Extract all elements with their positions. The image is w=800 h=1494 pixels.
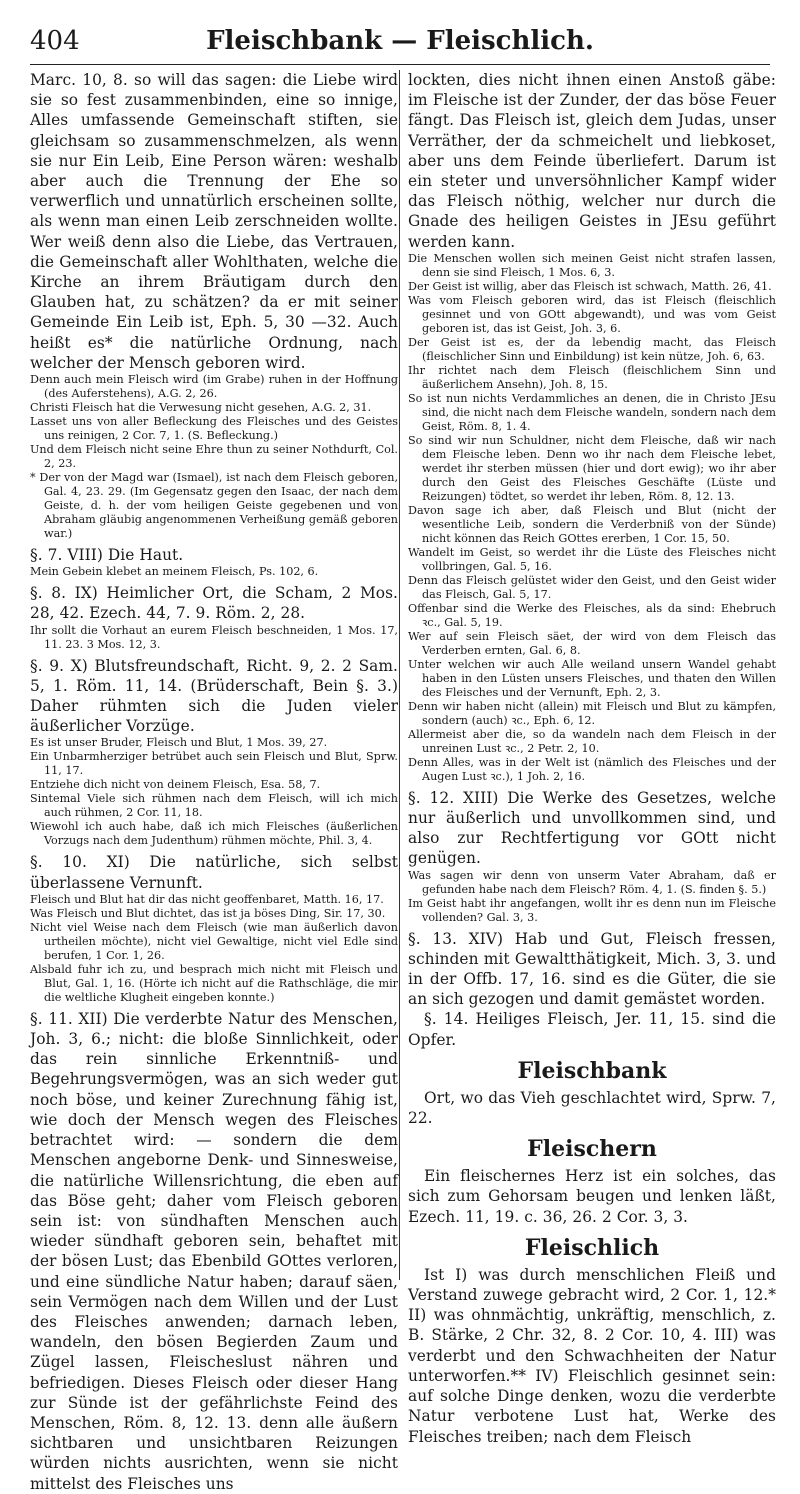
scripture-citation: Ihr sollt die Vorhaut an eurem Fleisch beschneiden, 1 Mos. 17, 11. 23. 3 Mos. 12, 3. <box>30 623 398 651</box>
entry-headword: Fleischern <box>527 1136 657 1163</box>
scripture-citation: Fleisch und Blut hat dir das nicht geoffenbaret, Matth. 16, 17. <box>30 892 384 906</box>
scripture-citation: Denn Alles, was in der Welt ist (nämlich des Fleisches und der Augen Lust ꝛc.), 1 Joh. 2, 16. <box>408 755 776 783</box>
scripture-citation: So ist nun nichts Verdammliches an denen, die in Christo JEsu sind, die nicht nach dem Fleische wandeln, sondern nach dem Geist, Röm. 8, 1. 4. <box>408 391 776 433</box>
scripture-citation: Ihr richtet nach dem Fleisch (fleischlichem Sinn und äußerlichem Ansehn), Joh. 8, 15. <box>408 363 776 391</box>
left-column <box>30 70 398 1494</box>
scripture-citation: Wer auf sein Fleisch säet, der wird von dem Fleisch das Verderben ernten, Gal. 6, 8. <box>408 629 776 657</box>
body-paragraph: Ein fleischernes Herz ist ein solches, das sich zum Gehorsam beugen und lenken läßt, Ezech. 11, 19. c. 36, 26. 2 Cor. 3, 3. <box>408 1167 776 1226</box>
scripture-citation: * Der von der Magd war (Ismael), ist nach dem Fleisch geboren, Gal. 4, 23. 29. (Im Gegensatz gegen den Isaac, der nach dem Geiste, d. h. der vom heiligen Geiste gegebenen und von Abraham gläubig angenommenen Verheißung gemäß geboren war.) <box>30 471 398 541</box>
scripture-citation: Offenbar sind die Werke des Fleisches, als da sind: Ehebruch ꝛc., Gal. 5, 19. <box>408 601 776 629</box>
page-number: 404 <box>30 26 80 56</box>
scripture-citation: Was sagen wir denn von unserm Vater Abraham, daß er gefunden habe nach dem Fleisch? Röm. 4, 1. (S. finden §. 5.) <box>408 868 776 896</box>
scripture-citation: Christi Fleisch hat die Verwesung nicht gesehen, A.G. 2, 31. <box>30 401 372 415</box>
scripture-citation: Wiewohl ich auch habe, daß ich mich Fleisches (äußerlichen Vorzugs nach dem Judenthum) rühmen möchte, Phil. 3, 4. <box>30 820 398 848</box>
entry-headword: Fleischlich <box>524 1234 660 1261</box>
scripture-citation: Was Fleisch und Blut dichtet, das ist ja böses Ding, Sir. 17, 30. <box>30 906 386 920</box>
scripture-citation: Der Geist ist es, der da lebendig macht, das Fleisch (fleischlicher Sinn und Einbildung) ist kein nütze, Joh. 6, 63. <box>408 335 776 363</box>
scripture-citation: Entziehe dich nicht von deinem Fleisch, Esa. 58, 7. <box>30 778 321 792</box>
scripture-citation: Die Menschen wollen sich meinen Geist nicht strafen lassen, denn sie sind Fleisch, 1 Mos. 6, 3. <box>408 251 776 279</box>
entry-headword: Fleischbank <box>517 1057 667 1084</box>
scripture-citation: Mein Gebein klebet an meinem Fleisch, Ps. 102, 6. <box>30 565 319 579</box>
section-paragraph: §. 8. IX) Heimlicher Ort, die Scham, 2 Mos. 28, 42. Ezech. 44, 7. 9. Röm. 2, 28. <box>30 584 398 623</box>
scripture-citation: Denn das Fleisch gelüstet wider den Geist, und den Geist wider das Fleisch, Gal. 5, 17. <box>408 573 776 601</box>
scripture-citation: Davon sage ich aber, daß Fleisch und Blut (nicht der wesentliche Leib, sondern die Verderbniß von der Sünde) nicht können das Reich GOttes ererben, 1 Cor. 15, 50. <box>408 503 776 545</box>
body-paragraph: lockten, dies nicht ihnen einen Anstoß gäbe: im Fleische ist der Zunder, der das böse Feuer fängt. Das Fleisch ist, gleich dem Judas, unser Verräther, der da schmeichelt und liebkoset, aber uns dem Feinde überliefert. Darum ist ein steter und unversöhnlicher Kampf wider das Fleisch nöthig, welcher nur durch die Gnade des heiligen Geistes in JEsu geführt werden kann. <box>408 71 776 251</box>
scripture-citation: Es ist unser Bruder, Fleisch und Blut, 1 Mos. 39, 27. <box>30 736 328 750</box>
column-divider <box>399 70 400 1280</box>
section-paragraph: §. 10. XI) Die natürliche, sich selbst überlassene Vernunft. <box>30 853 398 892</box>
section-paragraph: §. 7. VIII) Die Haut. <box>30 546 184 565</box>
page-header <box>30 22 770 62</box>
section-paragraph: §. 13. XIV) Hab und Gut, Fleisch fressen, schinden mit Gewaltthätigkeit, Mich. 3, 3. und in der Offb. 17, 16. sind es die Güter, die sie an sich gezogen und damit gemästet worden. <box>408 929 776 1009</box>
right-column <box>408 70 776 1447</box>
scripture-citation: So sind wir nun Schuldner, nicht dem Fleische, daß wir nach dem Fleische leben. Denn wo ihr nach dem Fleische lebet, werdet ihr sterben müssen (hier und dort ewig); wo ihr aber durch den Geist des Fleisches Geschäfte (Lüste und Reizungen) tödtet, so werdet ihr leben, Röm. 8, 12. 13. <box>408 433 776 503</box>
scripture-citation: Wandelt im Geist, so werdet ihr die Lüste des Fleisches nicht vollbringen, Gal. 5, 16. <box>408 545 776 573</box>
scripture-citation: Sintemal Viele sich rühmen nach dem Fleisch, will ich mich auch rühmen, 2 Cor. 11, 18. <box>30 792 398 820</box>
scripture-citation: Unter welchen wir auch Alle weiland unsern Wandel gehabt haben in den Lüsten unsers Fleisches, und thaten den Willen des Fleisches und der Vernunft, Eph. 2, 3. <box>408 657 776 699</box>
body-paragraph: Ort, wo das Vieh geschlachtet wird, Sprw. 7, 22. <box>408 1088 776 1128</box>
scripture-citation: Und dem Fleisch nicht seine Ehre thun zu seiner Nothdurft, Col. 2, 23. <box>30 443 398 471</box>
header-rule <box>30 64 770 65</box>
section-paragraph: §. 9. X) Blutsfreundschaft, Richt. 9, 2. 2 Sam. 5, 1. Röm. 11, 14. (Brüderschaft, Bein §. 3.) Daher rühmten sich die Juden vieler äußerlicher Vorzüge. <box>30 656 398 736</box>
scripture-citation: Nicht viel Weise nach dem Fleisch (wie man äußerlich davon urtheilen möchte), nicht viel Gewaltige, nicht viel Edle sind berufen, 1 Cor. 1, 26. <box>30 920 398 962</box>
section-paragraph: §. 11. XII) Die verderbte Natur des Menschen, Joh. 3, 6.; nicht: die bloße Sinnlichkeit, oder das rein sinnliche Erkenntniß- und Begehrungsvermögen, was an sich weder gut noch böse, und keiner Zurechnung fähig ist, wie doch der Mensch wegen des Fleisches betrachtet wird: — sondern die dem Menschen angeborne Denk- und Sinnesweise, die natürliche Willensrichtung, die eben auf das Böse geht; daher vom Fleisch geboren sein ist: von sündhaften Menschen auch wieder sündhaft geboren sein, behaftet mit der bösen Lust; das Ebenbild GOttes verloren, und eine sündliche Natur haben; darauf säen, sein Vermögen nach dem Willen und der Lust des Fleisches anwenden; darnach leben, wandeln, den bösen Begierden Zaum und Zügel lassen, Fleischeslust nähren und befriedigen. Dieses Fleisch oder dieser Hang zur Sünde ist der gefährlichste Feind des Menschen, Röm. 8, 12. 13. denn alle äußern sichtbaren und unsichtbaren Reizungen würden nichts ausrichten, wenn sie nicht mittelst des Fleisches uns <box>30 1009 398 1493</box>
section-paragraph: §. 12. XIII) Die Werke des Gesetzes, welche nur äußerlich und unvollkommen sind, und also zur Rechtfertigung vor GOtt nicht genügen. <box>408 788 776 868</box>
scripture-citation: Allermeist aber die, so da wandeln nach dem Fleisch in der unreinen Lust ꝛc., 2 Petr. 2, 10. <box>408 727 776 755</box>
scripture-citation: Der Geist ist willig, aber das Fleisch ist schwach, Matth. 26, 41. <box>408 279 772 293</box>
scripture-citation: Denn auch mein Fleisch wird (im Grabe) ruhen in der Hoffnung (des Auferstehens), A.G. 2, 26. <box>30 373 398 401</box>
scripture-citation: Denn wir haben nicht (allein) mit Fleisch und Blut zu kämpfen, sondern (auch) ꝛc., Eph. 6, 12. <box>408 699 776 727</box>
running-title: Fleischbank — Fleischlich. <box>206 26 594 56</box>
body-paragraph: Ist I) was durch menschlichen Fleiß und Verstand zuwege gebracht wird, 2 Cor. 1, 12.* II) was ohnmächtig, unkräftig, menschlich, z. B. Stärke, 2 Chr. 32, 8. 2 Cor. 10, 4. III) was verderbt und den Schwachheiten der Natur unterworfen.** IV) Fleischlich gesinnet sein: auf solche Dinge denken, wozu die verderbte Natur verbotene Lust hat, Werke des Fleisches treiben; nach dem Fleisch <box>408 1265 776 1446</box>
scripture-citation: Lasset uns von aller Befleckung des Fleisches und des Geistes uns reinigen, 2 Cor. 7, 1. (S. Befleckung.) <box>30 415 398 443</box>
scripture-citation: Alsbald fuhr ich zu, und besprach mich nicht mit Fleisch und Blut, Gal. 1, 16. (Hörte ich nicht auf die Rathschläge, die mir die weltliche Klugheit eingeben konnte.) <box>30 962 398 1004</box>
scripture-citation: Was vom Fleisch geboren wird, das ist Fleisch (fleischlich gesinnet und von GOtt abgewandt), und was vom Geist geboren ist, das ist Geist, Joh. 3, 6. <box>408 293 776 335</box>
scripture-citation: Im Geist habt ihr angefangen, wollt ihr es denn nun im Fleische vollenden? Gal. 3, 3. <box>408 896 776 924</box>
scripture-citation: Ein Unbarmherziger betrübet auch sein Fleisch und Blut, Sprw. 11, 17. <box>30 750 398 778</box>
body-paragraph: Marc. 10, 8. so will das sagen: die Liebe wird sie so fest zusammenbinden, eine so innige, Alles umfassende Gemeinschaft stiften, sie gleichsam so zusammenschmelzen, als wenn sie nur Ein Leib, Eine Person wären: weshalb aber auch die Trennung der Ehe so verwerflich und unnatürlich erscheinen sollte, als wenn man einen Leib zerschneiden wollte. Wer weiß denn also die Liebe, das Vertrauen, die Gemeinschaft aller Wohlthaten, welche die Kirche an ihrem Bräutigam durch den Glauben hat, zu schätzen? da er mit seiner Gemeinde Ein Leib ist, Eph. 5, 30 —32. Auch heißt es* die natürliche Ordnung, nach welcher der Mensch geboren wird. <box>30 71 398 372</box>
body-paragraph: §. 14. Heiliges Fleisch, Jer. 11, 15. sind die Opfer. <box>408 1010 776 1049</box>
